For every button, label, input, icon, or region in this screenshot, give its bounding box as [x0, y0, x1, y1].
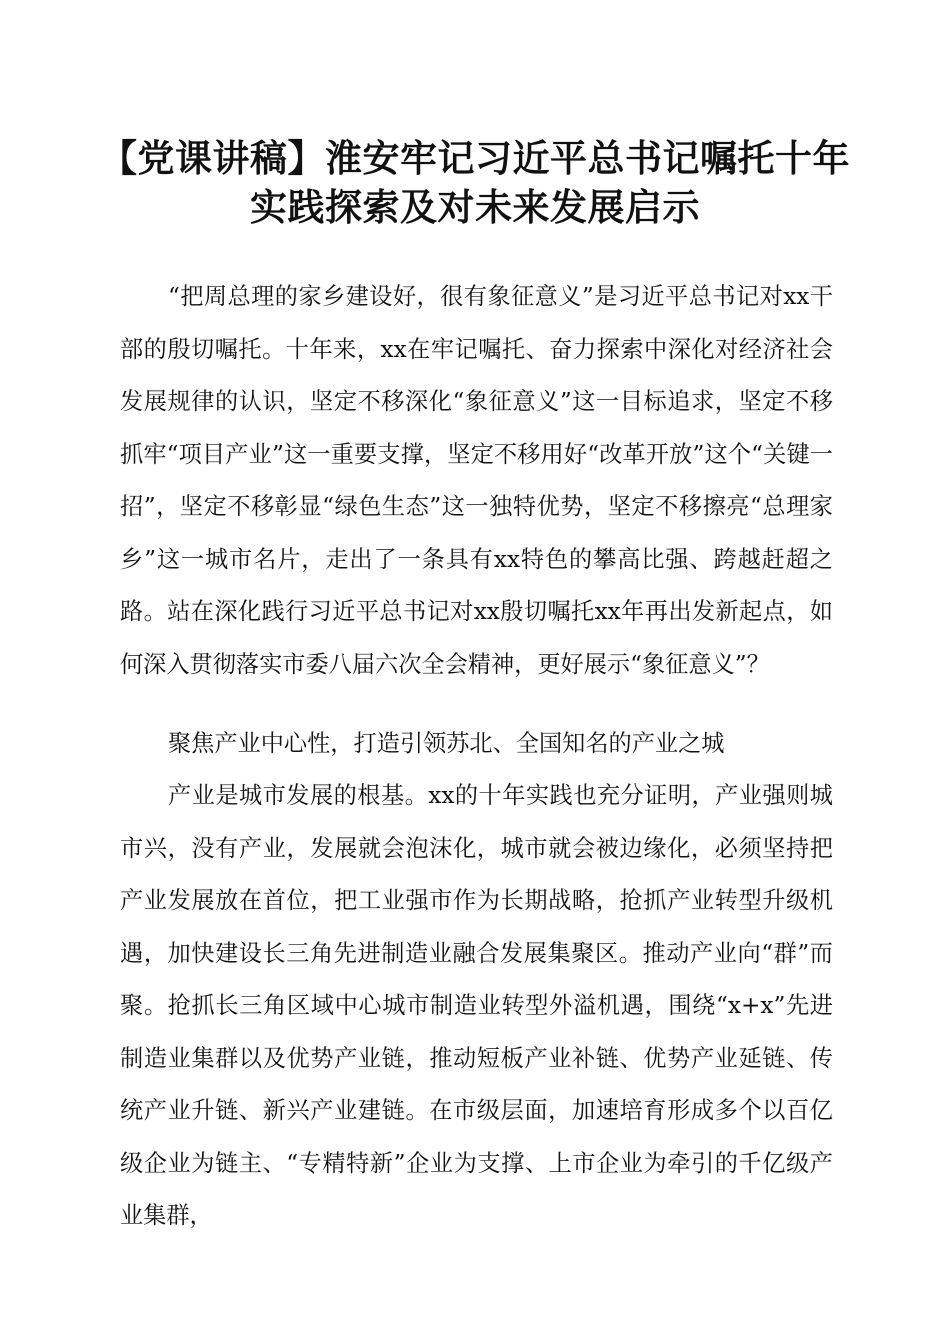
paragraph-intro: “把周总理的家乡建设好，很有象征意义”是习近平总书记对xx干部的殷切嘱托。十年来，xx在牢记嘱托、奋力探索中深化对经济社会发展规律的认识，坚定不移深化“象征意义”这一目标追求，坚定不移抓牢“项目产业”这一重要支撑，坚定不移用好“改革开放”这个“关键一招”，坚定不移彰显“绿色生态”这一独特优势，坚定不移擦亮“总理家乡”这一城市名片，走出了一条具有xx特色的攀高比强、跨越赶超之路。站在深化践行习近平总书记对xx殷切嘱托xx年再出发新起点，如何深入贯彻落实市委八届六次全会精神，更好展示“象征意义”？: [120, 283, 833, 678]
document-title-line-2: 实践探索及对未来发展启示: [250, 185, 700, 229]
document-title-line-1: 【党课讲稿】淮安牢记习近平总书记嘱托十年: [100, 136, 850, 180]
paragraph-industry: 产业是城市发展的根基。xx的十年实践也充分证明，产业强则城市兴，没有产业，发展就会泡沫化，城市就会被边缘化，必须坚持把产业发展放在首位，把工业强市作为长期战略，抢抓产业转型升级机遇，加快建设长三角先进制造业融合发展集聚区。推动产业向“群”而聚。抢抓长三角区域中心城市制造业转型外溢机遇，围绕“x+x”先进制造业集群以及优势产业链，推动短板产业补链、优势产业延链、传统产业升链、新兴产业建链。在市级层面，加速培育形成多个以百亿级企业为链主、“专精特新”企业为支撑、上市企业为牵引的千亿级产业集群，: [120, 782, 833, 1229]
section-heading-industry: 聚焦产业中心性，打造引领苏北、全国知名的产业之城: [168, 730, 725, 757]
